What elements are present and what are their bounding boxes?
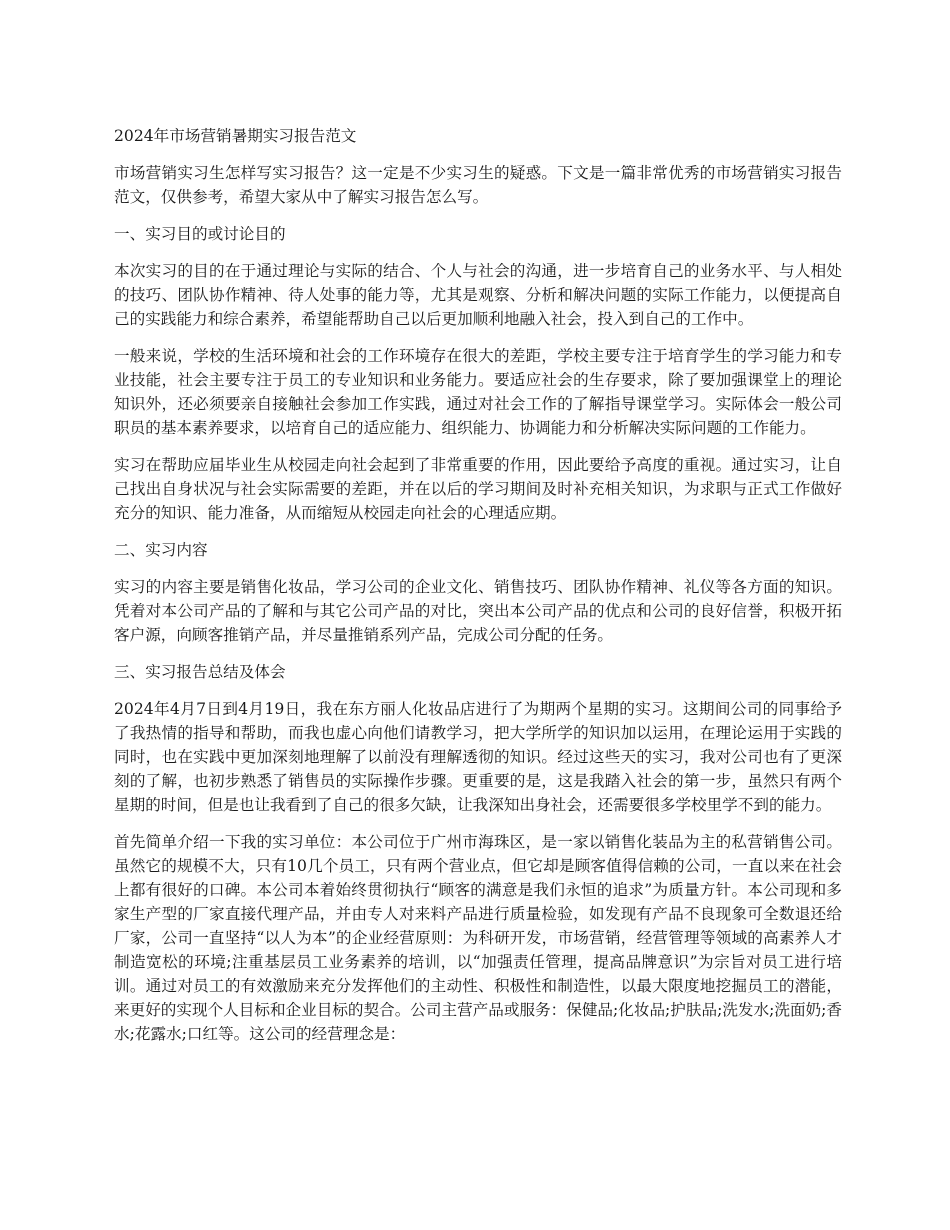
section-heading-content: 二、实习内容 [114, 541, 208, 559]
document-page [114, 124, 842, 1059]
section-heading-purpose: 一、实习目的或讨论目的 [114, 225, 286, 243]
paragraph: 2024年4月7日到4月19日，我在东方丽人化妆品店进行了为期两个星期的实习。这期间公司的同事给予了我热情的指导和帮助，而我也虚心向他们请教学习，把大学所学的知识加以运用，在理论运用于实践的同时，也在实践中更加深刻地理解了以前没有理解透彻的知识。经过这些天的实习，我对公司也有了更深刻的了解，也初步熟悉了销售员的实际操作步骤。更重要的是，这是我踏入社会的第一步，虽然只有两个星期的时间，但是也让我看到了自己的很多欠缺，让我深知出身社会，还需要很多学校里学不到的能力。 [114, 700, 842, 814]
paragraph: 本次实习的目的在于通过理论与实际的结合、个人与社会的沟通，进一步培育自己的业务水平、与人相处的技巧、团队协作精神、待人处事的能力等，尤其是观察、分析和解决问题的实际工作能力，以便提高自己的实践能力和综合素养，希望能帮助自己以后更加顺利地融入社会，投入到自己的工作中。 [114, 262, 842, 328]
intro-paragraph: 市场营销实习生怎样写实习报告？这一定是不少实习生的疑惑。下文是一篇非常优秀的市场营销实习报告范文，仅供参考，希望大家从中了解实习报告怎么写。 [114, 164, 842, 206]
paragraph: 首先简单介绍一下我的实习单位：本公司位于广州市海珠区，是一家以销售化装品为主的私营销售公司。虽然它的规模不大，只有10几个员工，只有两个营业点，但它却是顾客值得信赖的公司，一直以来在社会上都有很好的口碑。本公司本着始终贯彻执行“顾客的满意是我们永恒的追求”为质量方针。本公司现和多家生产型的厂家直接代理产品，并由专人对来料产品进行质量检验，如发现有产品不良现象可全数退还给厂家，公司一直坚持“以人为本”的企业经营原则：为科研开发，市场营销，经营管理等领域的高素养人才制造宽松的环境;注重基层员工业务素养的培训，以“加强责任管理，提高品牌意识”为宗旨对员工进行培训。通过对员工的有效激励来充分发挥他们的主动性、积极性和制造性，以最大限度地挖掘员工的潜能，来更好的实现个人目标和企业目标的契合。公司主营产品或服务：保健品;化妆品;护肤品;洗发水;洗面奶;香水;花露水;口红等。这公司的经营理念是： [114, 833, 842, 1043]
document-title: 2024年市场营销暑期实习报告范文 [114, 127, 357, 145]
paragraph: 实习在帮助应届毕业生从校园走向社会起到了非常重要的作用，因此要给予高度的重视。通过实习，让自己找出自身状况与社会实际需要的差距，并在以后的学习期间及时补充相关知识，为求职与正式工作做好充分的知识、能力准备，从而缩短从校园走向社会的心理适应期。 [114, 456, 842, 522]
paragraph: 一般来说，学校的生活环境和社会的工作环境存在很大的差距，学校主要专注于培育学生的学习能力和专业技能，社会主要专注于员工的专业知识和业务能力。要适应社会的生存要求，除了要加强课堂上的理论知识外，还必须要亲自接触社会参加工作实践，通过对社会工作的了解指导课堂学习。实际体会一般公司职员的基本素养要求，以培育自己的适应能力、组织能力、协调能力和分析解决实际问题的工作能力。 [114, 347, 842, 437]
paragraph: 实习的内容主要是销售化妆品，学习公司的企业文化、销售技巧、团队协作精神、礼仪等各方面的知识。凭着对本公司产品的了解和与其它公司产品的对比，突出本公司产品的优点和公司的良好信誉，积极开拓客户源，向顾客推销产品，并尽量推销系列产品，完成公司分配的任务。 [114, 578, 842, 644]
section-heading-summary: 三、实习报告总结及体会 [114, 663, 286, 681]
